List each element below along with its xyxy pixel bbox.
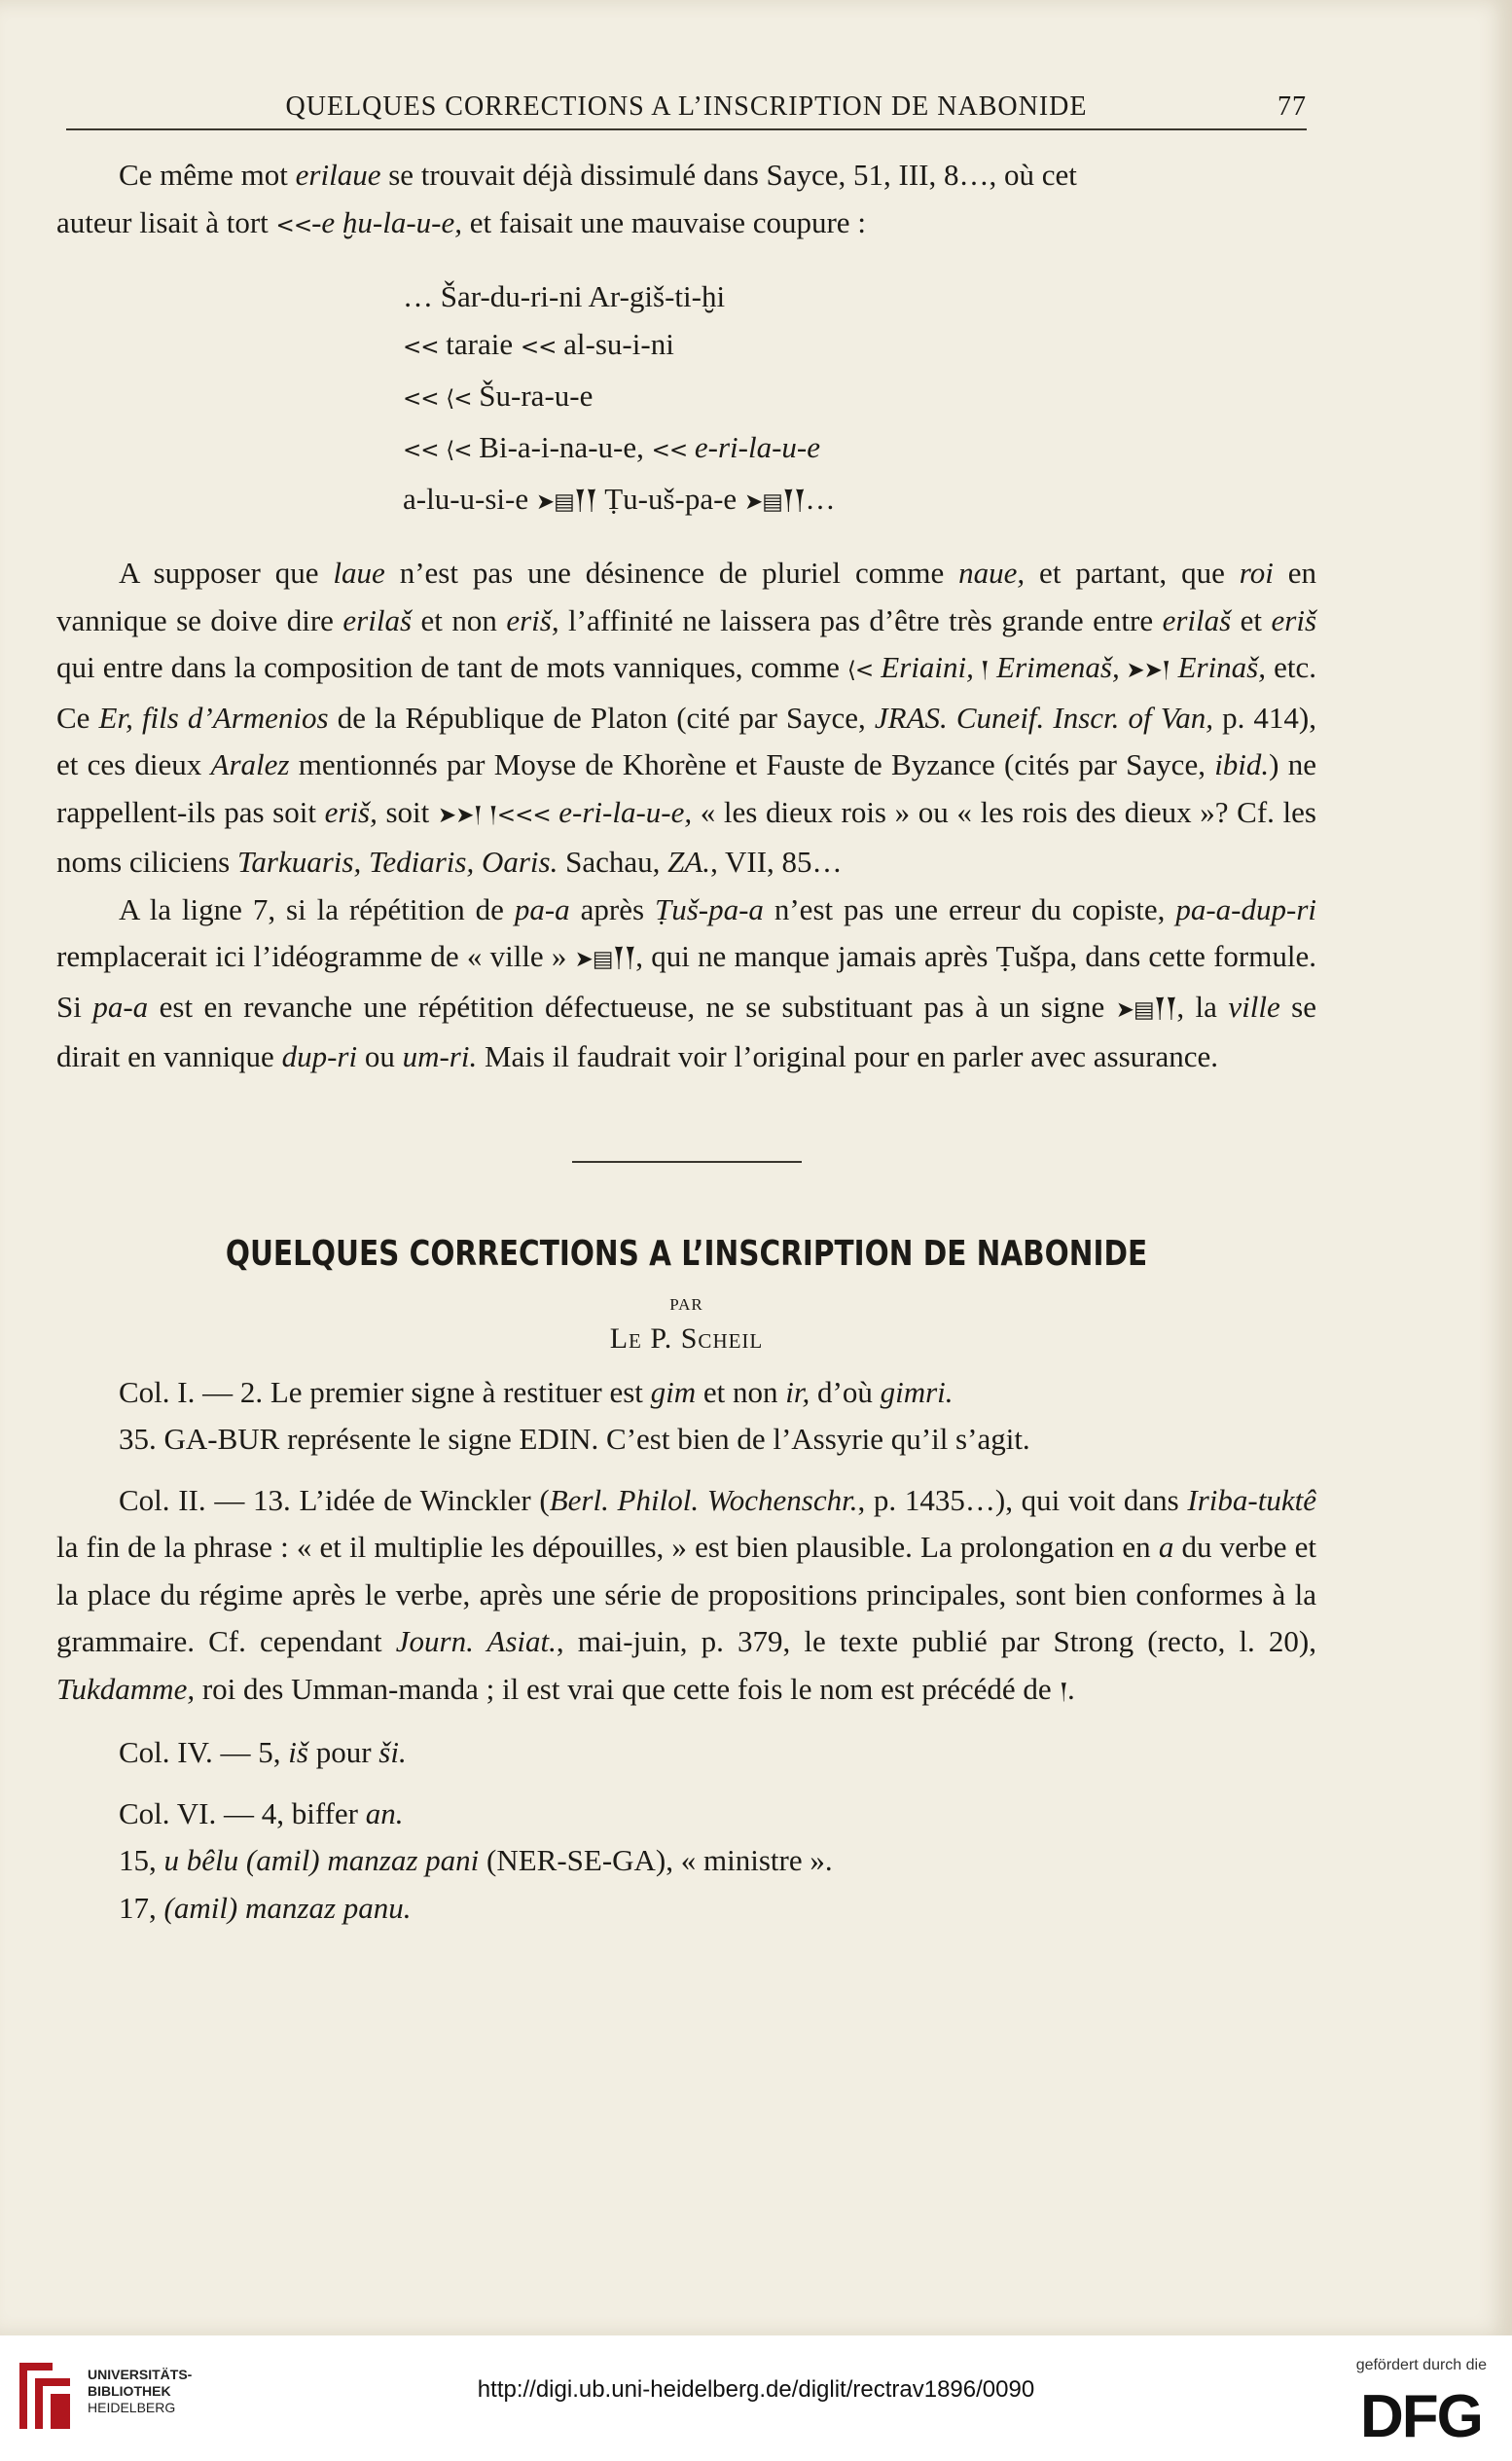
text: , mai-juin, p. 379, le texte publié par Strong (recto, l. 20), [556, 1624, 1316, 1658]
italic-term: dup-ri [281, 1039, 358, 1073]
italic-term: Er, fils d’Armenios [98, 700, 329, 735]
article-author: Le P. Scheil [609, 1321, 764, 1355]
text: Col. VI. — 4, biffer [119, 1795, 366, 1830]
italic-term: Eriaini, [873, 650, 974, 684]
italic-term: u bêlu (amil) manzaz pani [163, 1843, 480, 1877]
cuneiform-sign: << [403, 335, 439, 360]
text: et non [412, 602, 507, 637]
page-number: 77 [1278, 91, 1307, 122]
italic-term: laue [333, 556, 385, 590]
italic-term: Erimenaš, [989, 650, 1120, 684]
vannic-section [56, 152, 1316, 1081]
text: Col. I. — 2. Le premier signe à restituer est [119, 1374, 651, 1409]
running-title: QUELQUES CORRECTIONS A L’INSCRIPTION DE NABONIDE [285, 91, 1088, 122]
correction-col-6 [56, 1791, 1316, 1838]
source-url-link[interactable]: http://digi.ub.uni-heidelberg.de/diglit/rectrav1896/0090 [477, 2376, 1035, 2403]
text: p. 414), et ces dieux [56, 700, 1316, 781]
text: etc. Ce [56, 650, 1316, 735]
cuneiform-sign: ⟨< [446, 386, 472, 412]
italic-term: pa-a-dup-ri [1175, 891, 1317, 926]
text: Ce même mot [119, 158, 296, 192]
text: , p. 1435…), qui voit dans [857, 1482, 1188, 1517]
text: qui entre dans la composition de tant de mots vanniques, comme [56, 650, 847, 684]
text: … Šar-du-ri-ni Ar-giš-ti-ḫi [403, 279, 726, 313]
correction-col-2 [56, 1477, 1316, 1717]
text: Bi-a-i-na-u-e, [471, 430, 652, 464]
funded-by-label: gefördert durch die [1355, 2357, 1487, 2373]
italic-term: e-ri-la-u-e, [550, 794, 693, 829]
text: , VII, 85… [710, 845, 843, 879]
italic-term: -e ḫu-la-u-e, [311, 204, 463, 239]
text: du verbe et la place du régime après le verbe, après une série de propositions principales, sont bien conformes à la grammaire. Cf. cependant [56, 1530, 1316, 1658]
italic-term: Ṭuš-pa-a [654, 891, 764, 926]
italic-term: eriš, [506, 602, 559, 637]
italic-term: iš [288, 1735, 308, 1769]
cuneiform-sign: ➤➤𒁹 [1119, 658, 1170, 683]
text: mentionnés par Moyse de Khorène et Fauste de Byzance (cités par Sayce, [289, 747, 1215, 781]
digitization-footer [0, 2335, 1512, 2461]
running-header [66, 86, 1307, 130]
cuneiform-sign: ➤▤𒐕𒐕 [1115, 996, 1177, 1023]
italic-term: Berl. Philol. Wochenschr. [549, 1482, 858, 1517]
italic-term: ir, [785, 1374, 810, 1409]
italic-term: Tarkuaris, Tediaris, Oaris. [236, 845, 558, 879]
italic-term: gimri. [880, 1374, 954, 1409]
cuneiform-sign: << [275, 212, 312, 238]
italic-term: Erinaš, [1170, 650, 1266, 684]
text: Šu-ra-u-e [471, 379, 594, 413]
correction-col-1 [56, 1369, 1316, 1417]
text: auteur lisait à tort [56, 204, 276, 239]
text: n’est pas une désinence de pluriel comme [384, 556, 959, 590]
text: l’affinité ne laissera pas d’être très grande entre [558, 602, 1163, 637]
text: « les dieux rois » ou « les rois des dieux »? Cf. les noms ciliciens [56, 794, 1316, 879]
verse-line-4 [403, 423, 1316, 475]
correction-line-15 [56, 1837, 1316, 1885]
cuneiform-sign: 𒁹 [1059, 1679, 1068, 1705]
byline-par: PAR [669, 1294, 703, 1314]
italic-term: (amil) manzaz panu. [163, 1890, 412, 1925]
text: Col. II. — 13. L’idée de Winckler ( [119, 1482, 550, 1517]
text: et partant, que [1025, 556, 1240, 590]
italic-term: pa-a [514, 891, 570, 926]
cuneiform-sign: << [403, 386, 439, 412]
italic-term: Tukdamme, [56, 1671, 196, 1706]
correction-line-17 [56, 1885, 1316, 1933]
verse-line-2 [403, 320, 1316, 372]
text: ) ne rappellent-ils pas soit [56, 747, 1316, 829]
text: la fin de la phrase : « et il multiplie les dépouilles, » est bien plausible. La prolongation en [56, 1530, 1159, 1564]
italic-term: e-ri-la-u-e [687, 430, 820, 464]
italic-term: erilaš [342, 602, 413, 637]
text: de la République de Platon (cité par Sayce, [328, 700, 875, 735]
italic-term: Aralez [210, 747, 290, 781]
italic-term: um-ri. [402, 1039, 478, 1073]
cuneiform-sign: ➤▤𒐕𒐕 [743, 489, 806, 515]
inscription-quote [403, 272, 1316, 526]
text: après [569, 891, 655, 926]
text: … [805, 482, 836, 516]
intro-paragraph [56, 152, 1316, 249]
text: est en revanche une répétition défectueuse, ne se substituant pas à un signe [148, 989, 1116, 1024]
text: se trouvait déjà dissimulé dans Sayce, 51, III, 8…, où cet [380, 158, 1077, 192]
text: en vannique se doive dire [56, 556, 1316, 637]
text: A supposer que [119, 556, 334, 590]
text: , qui ne manque jamais après Ṭušpa, dans cette formule. Si [56, 939, 1316, 1024]
text: Sachau, [558, 845, 668, 879]
cuneiform-sign: ➤➤𒁹 𒁹<<< [437, 802, 551, 828]
italic-term: Journ. Asiat. [395, 1624, 557, 1658]
text: pour [307, 1735, 379, 1769]
text: d’où [810, 1374, 881, 1409]
italic-term: an. [365, 1795, 404, 1830]
italic-term: Iriba-tuktê [1187, 1482, 1316, 1517]
italic-term: ZA. [667, 845, 711, 879]
paragraph-ligne-7 [56, 887, 1316, 1081]
italic-term: erilaue [295, 158, 381, 192]
text: 17, [119, 1890, 164, 1925]
verse-line-1 [403, 272, 1316, 320]
dfg-logo-text: DFG [1360, 2384, 1482, 2443]
text: Mais il faudrait voir l’original pour en parler avec assurance. [477, 1039, 1218, 1073]
correction-col-4 [56, 1729, 1316, 1777]
text: Col. IV. — 5, [119, 1735, 289, 1769]
text: roi des Umman-manda ; il est vrai que cette fois le nom est précédé de [195, 1671, 1060, 1706]
text: et faisait une mauvaise coupure : [462, 204, 866, 239]
italic-term: erilaš [1162, 602, 1232, 637]
cuneiform-sign: ➤▤𒐕𒐕 [574, 947, 636, 972]
cuneiform-sign: << [651, 438, 688, 463]
section-divider [572, 1161, 802, 1163]
italic-term: ibid. [1214, 747, 1270, 781]
italic-term: gim [650, 1374, 697, 1409]
italic-term: naue, [958, 556, 1026, 590]
italic-term: pa-a [92, 989, 149, 1024]
text: Ṭu-uš-pa-e [596, 482, 744, 516]
cuneiform-sign: 𒁹 [973, 658, 990, 683]
cuneiform-sign: << [403, 438, 439, 463]
text: 15, [119, 1843, 164, 1877]
text: a-lu-u-si-e [403, 482, 536, 516]
library-line: UNIVERSITÄTS- [88, 2367, 193, 2382]
italic-term: ši. [378, 1735, 407, 1769]
correction-line-35: 35. GA-BUR représente le signe EDIN. C’est bien de l’Assyrie qu’il s’agit. [119, 1422, 1030, 1456]
cuneiform-sign: ⟨< [446, 438, 472, 463]
italic-term: a [1158, 1530, 1174, 1564]
text: se dirait en vannique [56, 989, 1317, 1073]
text: n’est pas une erreur du copiste, [763, 891, 1176, 926]
text: al-su-i-ni [556, 327, 674, 361]
page-body [56, 86, 1316, 1932]
article-title: QUELQUES CORRECTIONS A L’INSCRIPTION DE NABONIDE [225, 1233, 1148, 1274]
text: taraie [438, 327, 521, 361]
verse-line-3 [403, 372, 1316, 423]
text: A la ligne 7, si la répétition de [119, 891, 515, 926]
italic-term: eriš, [324, 794, 378, 829]
library-line: BIBLIOTHEK [88, 2383, 171, 2399]
text: , la [1176, 989, 1229, 1024]
dfg-logo-icon [1360, 2384, 1487, 2443]
italic-term: JRAS. Cuneif. Inscr. of Van, [874, 700, 1213, 735]
text: remplacerait ici l’idéogramme de « ville » [56, 939, 575, 973]
italic-term: eriš [1271, 602, 1317, 637]
text: ou [357, 1039, 403, 1073]
corrections-list [56, 1369, 1316, 1933]
text: soit [377, 794, 438, 829]
text: . [1067, 1671, 1075, 1706]
italic-term: roi [1239, 556, 1274, 590]
paragraph-laue [56, 550, 1316, 887]
text: (NER-SE-GA), « ministre ». [479, 1843, 833, 1877]
library-line: HEIDELBERG [88, 2400, 176, 2415]
italic-term: ville [1228, 989, 1280, 1024]
verse-line-5 [403, 475, 1316, 526]
cuneiform-sign: << [520, 335, 557, 360]
text: et non [696, 1374, 786, 1409]
cuneiform-sign: ⟨< [846, 658, 874, 683]
cuneiform-sign: ➤▤𒐕𒐕 [535, 489, 597, 515]
text: et [1231, 602, 1272, 637]
